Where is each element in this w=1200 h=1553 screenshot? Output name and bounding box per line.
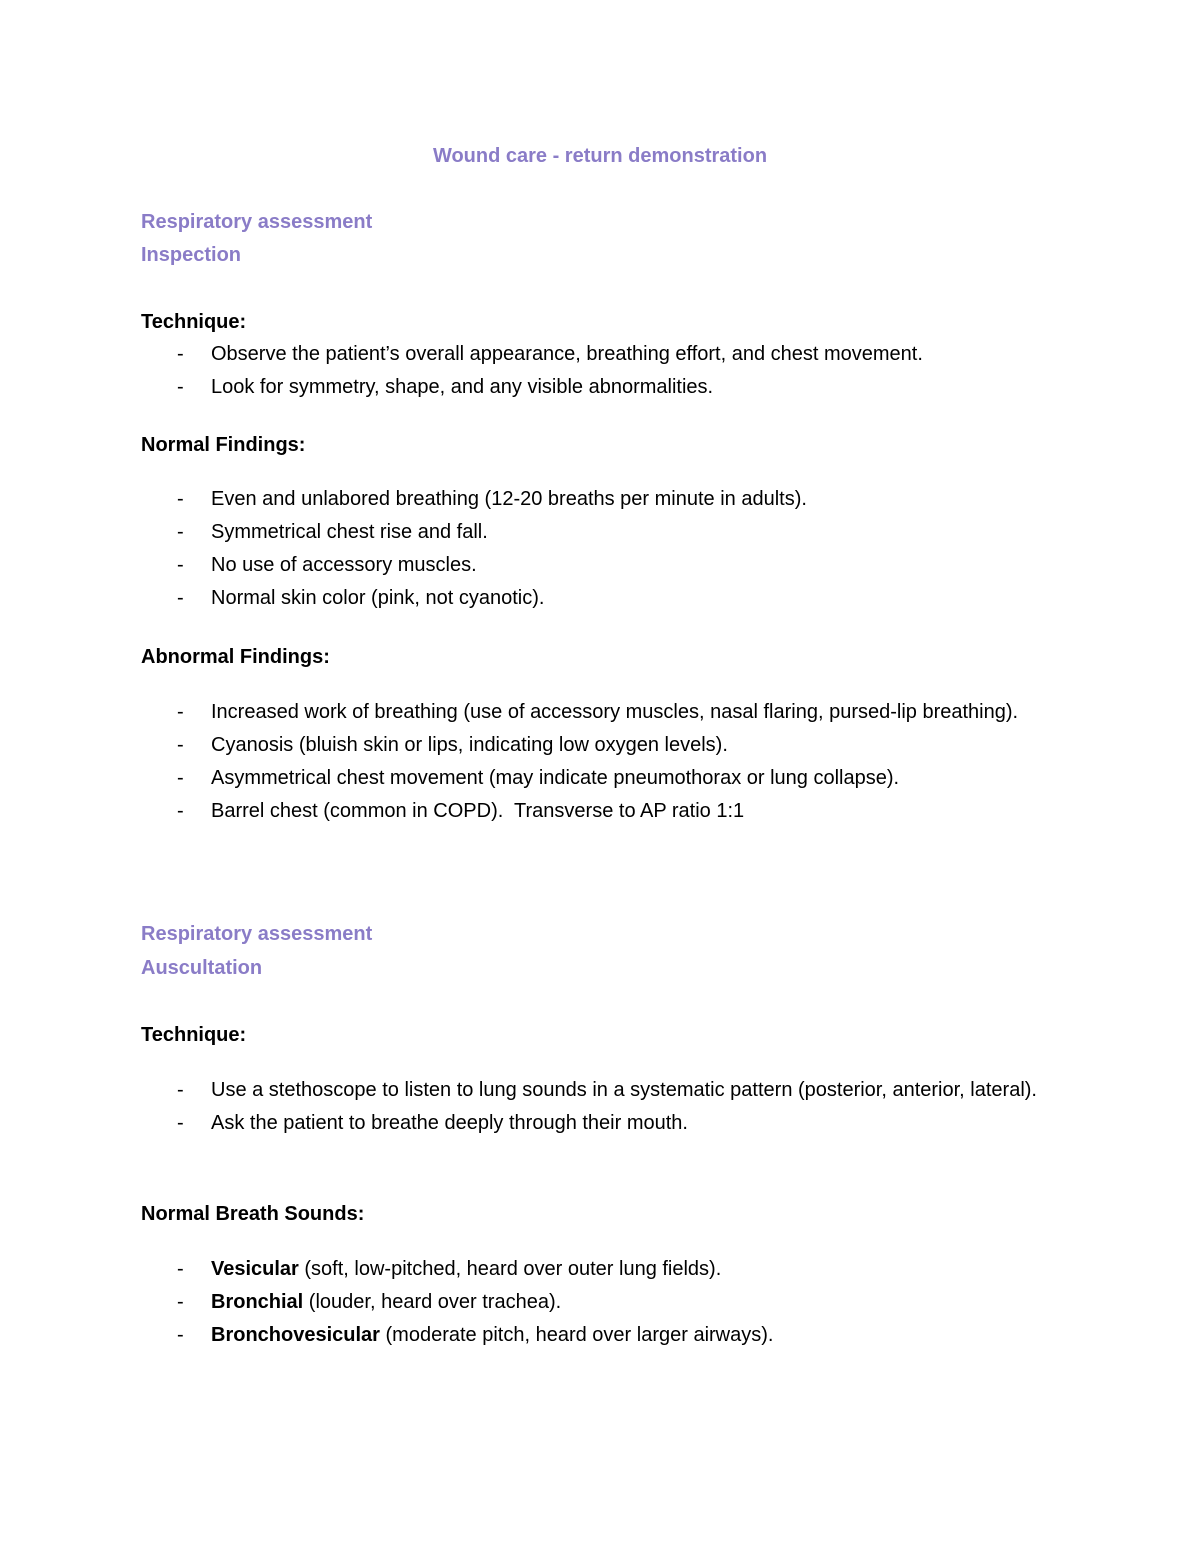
breath-sound-term: Vesicular [211, 1258, 299, 1280]
list-item [141, 696, 1071, 729]
section-subheading-inspection: Inspection [141, 244, 242, 266]
dash-bullet: - [177, 701, 184, 723]
dash-bullet: - [177, 767, 184, 789]
list-item [141, 1253, 1071, 1286]
list-item [141, 516, 1071, 549]
dash-bullet: - [177, 521, 184, 543]
dash-bullet: - [177, 1112, 184, 1134]
technique-list [141, 338, 1071, 404]
list-item-text: Cyanosis (bluish skin or lips, indicating low oxygen levels). [211, 734, 728, 756]
list-item [141, 371, 1071, 404]
dash-bullet: - [177, 1324, 184, 1346]
breath-sound-description: (louder, heard over trachea). [303, 1291, 562, 1313]
list-item-text: Asymmetrical chest movement (may indicate pneumothorax or lung collapse). [211, 767, 900, 789]
technique-label: Technique: [141, 311, 247, 333]
list-item-text: Ask the patient to breathe deeply through their mouth. [211, 1112, 688, 1134]
list-item-text: Observe the patient’s overall appearance, breathing effort, and chest movement. [211, 343, 923, 365]
list-item [141, 1319, 1071, 1352]
technique-list-2 [141, 1074, 1071, 1140]
list-item [141, 549, 1071, 582]
breath-sound-description: (moderate pitch, heard over larger airways). [379, 1324, 774, 1346]
dash-bullet: - [177, 800, 184, 822]
list-item-text: Barrel chest (common in COPD). Transverse to AP ratio 1:1 [211, 800, 745, 822]
breath-sound-term: Bronchial [211, 1291, 304, 1313]
section-heading-auscultation: Respiratory assessment [141, 923, 373, 945]
document-title: Wound care - return demonstration [432, 145, 768, 167]
list-item-text: Normal skin color (pink, not cyanotic). [211, 587, 545, 609]
dash-bullet: - [177, 734, 184, 756]
dash-bullet: - [177, 1291, 184, 1313]
normal-breath-sounds-list [141, 1253, 1071, 1352]
list-item [141, 483, 1071, 516]
breath-sound-description: (soft, low-pitched, heard over outer lung fields). [298, 1258, 722, 1280]
list-item-text: Look for symmetry, shape, and any visible abnormalities. [211, 376, 714, 398]
normal-findings-label: Normal Findings: [141, 434, 306, 456]
normal-breath-sounds-label: Normal Breath Sounds: [141, 1203, 365, 1225]
list-item-text: No use of accessory muscles. [211, 554, 477, 576]
list-item [141, 1286, 1071, 1319]
list-item-text: Increased work of breathing (use of accessory muscles, nasal flaring, pursed-lip breathing). [211, 701, 1019, 723]
list-item [141, 582, 1071, 615]
list-item [141, 795, 1071, 828]
dash-bullet: - [177, 488, 184, 510]
abnormal-findings-list [141, 696, 1071, 828]
normal-findings-list [141, 483, 1071, 615]
list-item-text: Symmetrical chest rise and fall. [211, 521, 488, 543]
dash-bullet: - [177, 587, 184, 609]
breath-sound-term: Bronchovesicular [211, 1324, 380, 1346]
list-item-text: Use a stethoscope to listen to lung sounds in a systematic pattern (posterior, anterior, lateral). [211, 1079, 1037, 1101]
dash-bullet: - [177, 1258, 184, 1280]
section-heading-inspection: Respiratory assessment [141, 211, 373, 233]
list-item-text: Even and unlabored breathing (12-20 breaths per minute in adults). [211, 488, 807, 510]
dash-bullet: - [177, 376, 184, 398]
section-subheading-auscultation: Auscultation [141, 957, 263, 979]
list-item [141, 338, 1071, 371]
list-item [141, 1074, 1071, 1107]
dash-bullet: - [177, 554, 184, 576]
dash-bullet: - [177, 343, 184, 365]
list-item [141, 1107, 1071, 1140]
list-item [141, 762, 1071, 795]
list-item [141, 729, 1071, 762]
dash-bullet: - [177, 1079, 184, 1101]
abnormal-findings-label: Abnormal Findings: [141, 646, 330, 668]
technique-label-2: Technique: [141, 1024, 247, 1046]
